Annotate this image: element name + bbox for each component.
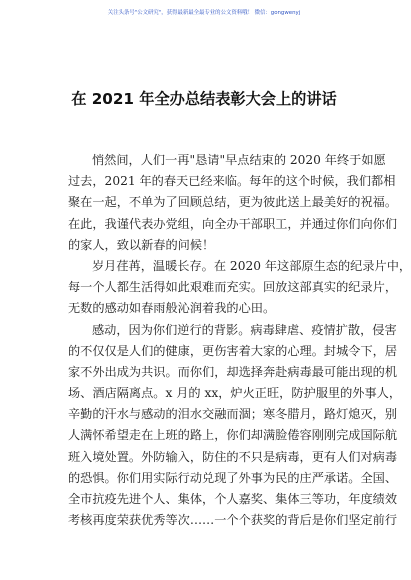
text-line: 全市抗疫先进个人、集体，个人嘉奖、集体三等功，年度绩效 xyxy=(68,492,398,506)
text-line: 的不仅仅是人们的健康，更伤害着大家的心理。封城令下，居 xyxy=(68,343,398,358)
text-line: 悄然间，人们一再"恳请"早点结束的 2020 年终于如愿 xyxy=(92,153,386,167)
text-line: 班入境处置。外防输入，防住的不只是病毒，更有人们对病毒 xyxy=(68,449,398,464)
text-line: 人满怀希望走在上班的路上，你们却满脸倦容刚刚完成国际航 xyxy=(68,428,398,443)
text-line: 的恐惧。你们用实际行动兑现了外事为民的庄严承诺。全国、 xyxy=(68,470,398,485)
text-line: 家不外出成为共识。而你们，却选择奔赴病毒最可能出现的机 xyxy=(68,364,398,379)
text-line: 无数的感动如春雨般沁润着我的心田。 xyxy=(68,301,276,316)
text-line: 岁月荏苒，温暖长存。在 2020 年这部原生态的纪录片中， xyxy=(92,258,411,273)
text-line: 辛勤的汗水与感动的泪水交融而涸；寒冬腊月，路灯熄灭，别 xyxy=(68,407,398,422)
text-line: 考核再度荣获优秀等次……一个个获奖的背后是你们坚定前行 xyxy=(68,513,398,528)
paragraph-3 xyxy=(68,320,402,532)
text-line: 在此，我谨代表办党组，向全办干部职工，并通过你们向你们 xyxy=(68,216,398,231)
text-line: 每一个人都生活得如此艰难而充实。回放这部真实的纪录片， xyxy=(68,280,398,295)
text-line: 感动，因为你们逆行的背影。病毒肆虐、疫情扩散，侵害 xyxy=(92,322,397,337)
text-line: 聚在一起，不单为了回顾总结，更为彼此送上最美好的祝福。 xyxy=(68,195,398,210)
document-body xyxy=(68,150,411,531)
paragraph-1 xyxy=(68,150,398,256)
text-line: 的家人，致以新春的问候！ xyxy=(68,237,215,252)
text-line: 场、酒店隔离点。x 月的 xx，炉火正旺，防护服里的外事人， xyxy=(68,386,402,401)
text-line: 过去，2021 年的春天已经来临。每年的这个时候，我们都相 xyxy=(68,174,396,189)
header-promo-note: 关注头条号"公文研究"，获得最新最全最专业的公文资料哦！ 微信：gongwenyj xyxy=(107,10,301,16)
paragraph-2 xyxy=(68,256,411,320)
document-title: 在 2021 年全办总结表彰大会上的讲话 xyxy=(71,90,337,108)
